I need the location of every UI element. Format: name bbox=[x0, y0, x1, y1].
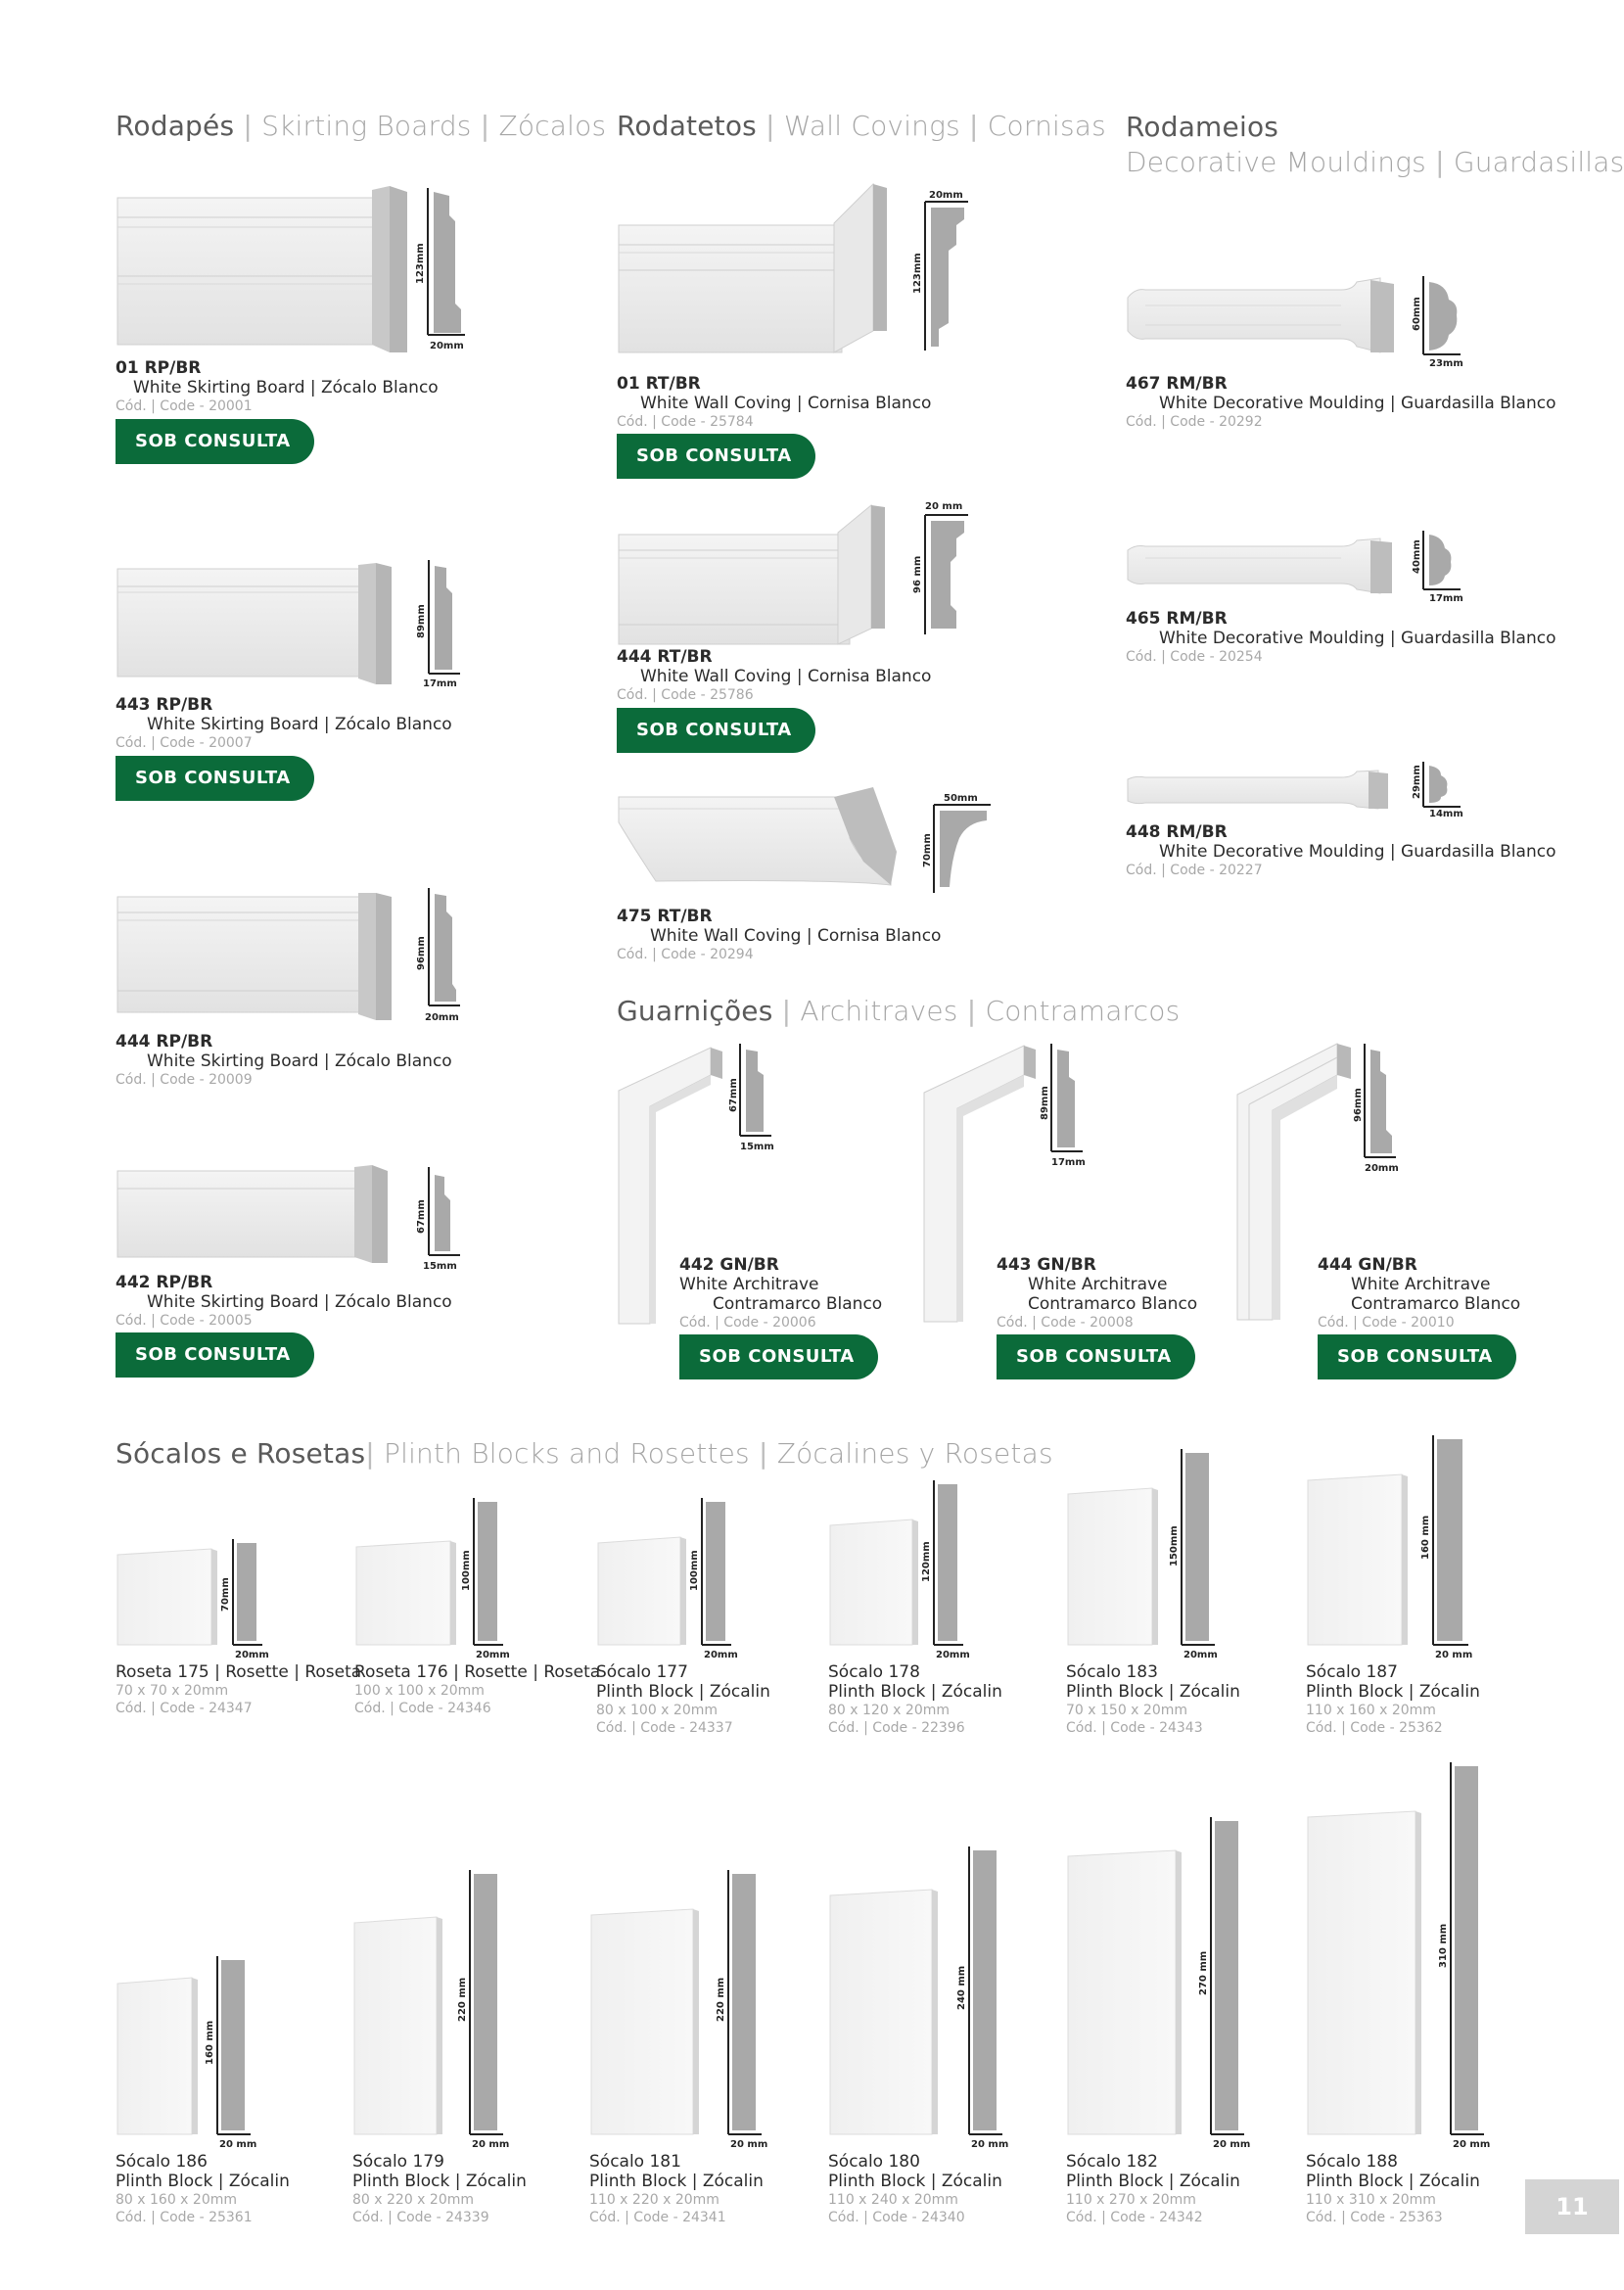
dim-width: 20 mm bbox=[219, 2139, 257, 2150]
dim-height: 310 mm bbox=[1438, 1923, 1449, 1968]
skirting-image-444rp bbox=[116, 893, 399, 1025]
plinth-block-face bbox=[1308, 1474, 1402, 1645]
plinth-block-face bbox=[117, 1549, 211, 1645]
plinth-dims: 70 x 150 x 20mm bbox=[1066, 1703, 1187, 1718]
product-code: 448 RM/BR bbox=[1126, 822, 1228, 842]
plinth-ref: Cód. | Code - 25362 bbox=[1306, 1720, 1443, 1736]
title-en: Wall Covings bbox=[783, 110, 960, 142]
product-desc: White Wall Coving | Cornisa Blanco bbox=[640, 394, 932, 413]
plinth-ref: Cód. | Code - 24341 bbox=[589, 2210, 726, 2225]
dim-height: 100mm bbox=[689, 1550, 700, 1591]
section-title-skirting: Rodapés | Skirting Boards | Zócalos bbox=[116, 110, 607, 142]
title-es: Zócalos bbox=[498, 110, 607, 142]
dim-height: 123mm bbox=[415, 243, 426, 284]
plinth-type: Plinth Block | Zócalin bbox=[596, 1682, 770, 1702]
plinth-block-side bbox=[932, 1890, 938, 2134]
product-ref: Cód. | Code - 20292 bbox=[1126, 414, 1263, 430]
title-en: Skirting Boards bbox=[261, 110, 472, 142]
product-desc-en: White Architrave bbox=[1028, 1275, 1168, 1294]
plinth-block-face bbox=[1308, 1811, 1415, 2134]
plinth-ref: Cód. | Code - 25361 bbox=[116, 2210, 253, 2225]
dim-width: 20mm bbox=[425, 1012, 459, 1023]
dim-width: 20 mm bbox=[1453, 2139, 1491, 2150]
sob-consulta-button[interactable]: SOB CONSULTA bbox=[1318, 1334, 1516, 1379]
section-title-coving: Rodatetos | Wall Covings | Cornisas bbox=[617, 110, 1106, 142]
plinth-type: Plinth Block | Zócalin bbox=[1306, 1682, 1480, 1702]
dim-width: 20 mm bbox=[1435, 1650, 1473, 1660]
dim-width: 50mm bbox=[944, 793, 978, 804]
product-ref: Cód. | Code - 20006 bbox=[679, 1315, 816, 1331]
product-ref: Cód. | Code - 20254 bbox=[1126, 649, 1263, 665]
dim-height: 150mm bbox=[1169, 1525, 1180, 1566]
plinth-block-side bbox=[680, 1537, 686, 1645]
product-code: 467 RM/BR bbox=[1126, 374, 1228, 394]
coving-image-475rt bbox=[617, 783, 901, 891]
product-code: 443 RP/BR bbox=[116, 695, 213, 715]
plinth-block-face bbox=[117, 1978, 192, 2134]
product-code: 444 GN/BR bbox=[1318, 1255, 1417, 1275]
plinth-drawing bbox=[116, 1463, 277, 1659]
dim-width: 15mm bbox=[740, 1142, 774, 1152]
product-desc: White Skirting Board | Zócalo Blanco bbox=[147, 1292, 452, 1312]
plinth-profile-section bbox=[706, 1502, 725, 1641]
sob-consulta-button[interactable]: SOB CONSULTA bbox=[679, 1334, 878, 1379]
title-en: Decorative Mouldings bbox=[1126, 146, 1426, 178]
plinth-name: Sócalo 183 bbox=[1066, 1662, 1158, 1682]
plinth-block-face bbox=[356, 1541, 450, 1645]
plinth-block-side bbox=[1402, 1474, 1408, 1645]
plinth-block-side bbox=[211, 1549, 217, 1645]
plinth-item bbox=[589, 1860, 766, 2226]
plinth-dims: 110 x 270 x 20mm bbox=[1066, 2192, 1196, 2208]
skirting-image-442rp bbox=[116, 1165, 399, 1268]
skirting-profile-01rp bbox=[416, 186, 485, 356]
plinth-dims: 80 x 160 x 20mm bbox=[116, 2192, 237, 2208]
product-ref: Cód. | Code - 20227 bbox=[1126, 863, 1263, 878]
sob-consulta-button[interactable]: SOB CONSULTA bbox=[997, 1334, 1195, 1379]
sob-consulta-button[interactable]: SOB CONSULTA bbox=[116, 1332, 314, 1378]
plinth-profile-section bbox=[973, 1850, 997, 2130]
plinth-drawing bbox=[352, 1860, 519, 2148]
product-desc: White Wall Coving | Cornisa Blanco bbox=[650, 926, 942, 946]
plinth-item bbox=[354, 1463, 600, 1717]
plinth-drawing bbox=[596, 1463, 758, 1659]
product-code: 442 RP/BR bbox=[116, 1273, 213, 1292]
plinth-drawing bbox=[828, 1463, 990, 1659]
dim-height: 29mm bbox=[1412, 765, 1422, 799]
title-en: Architraves bbox=[800, 995, 958, 1027]
plinth-block-side bbox=[693, 1909, 699, 2134]
coving-profile-475rt bbox=[920, 789, 998, 901]
plinth-ref: Cód. | Code - 24337 bbox=[596, 1720, 733, 1736]
title-es: Guardasillas bbox=[1453, 146, 1624, 178]
title-en: Plinth Blocks and Rosettes bbox=[384, 1437, 750, 1470]
plinth-item bbox=[828, 1841, 1009, 2226]
plinth-ref: Cód. | Code - 24342 bbox=[1066, 2210, 1203, 2225]
sob-consulta-button[interactable]: SOB CONSULTA bbox=[116, 419, 314, 464]
product-desc-en: White Architrave bbox=[1351, 1275, 1491, 1294]
plinth-ref: Cód. | Code - 25363 bbox=[1306, 2210, 1443, 2225]
product-code: 475 RT/BR bbox=[617, 907, 713, 926]
architrave-item-443gn bbox=[997, 1255, 1197, 1332]
plinth-item bbox=[352, 1860, 527, 2226]
plinth-name: Sócalo 180 bbox=[828, 2152, 920, 2172]
plinth-block-side bbox=[437, 1917, 442, 2134]
moulding-image-467rm bbox=[1126, 276, 1419, 354]
product-desc-es: Contramarco Blanco bbox=[713, 1294, 883, 1314]
product-ref: Cód. | Code - 20009 bbox=[116, 1072, 253, 1088]
plinth-type: Plinth Block | Zócalin bbox=[116, 2172, 290, 2191]
product-desc: White Skirting Board | Zócalo Blanco bbox=[133, 378, 439, 397]
plinth-type: Plinth Block | Zócalin bbox=[1066, 1682, 1240, 1702]
dim-width: 20 mm bbox=[472, 2139, 510, 2150]
plinth-dims: 80 x 120 x 20mm bbox=[828, 1703, 950, 1718]
plinth-profile-section bbox=[1215, 1821, 1238, 2130]
skirting-profile-443rp bbox=[409, 558, 468, 695]
plinth-drawing bbox=[116, 1919, 282, 2148]
plinth-block-side bbox=[192, 1978, 198, 2134]
plinth-profile-section bbox=[221, 1960, 245, 2130]
plinth-dims: 110 x 220 x 20mm bbox=[589, 2192, 719, 2208]
plinth-drawing bbox=[1066, 1439, 1242, 1659]
plinth-drawing bbox=[589, 1860, 766, 2148]
moulding-profile-465rm bbox=[1410, 529, 1478, 609]
dim-width: 20mm bbox=[929, 190, 963, 201]
coving-image-444rt bbox=[617, 501, 891, 648]
product-desc: White Decorative Moulding | Guardasilla Blanco bbox=[1159, 394, 1556, 413]
plinth-dims: 110 x 240 x 20mm bbox=[828, 2192, 958, 2208]
skirting-item-444rp bbox=[116, 1032, 452, 1089]
product-ref: Cód. | Code - 20294 bbox=[617, 947, 754, 962]
plinth-drawing bbox=[1306, 1439, 1482, 1659]
product-desc-es: Contramarco Blanco bbox=[1351, 1294, 1521, 1314]
plinth-name: Roseta 175 | Rosette | Roseta bbox=[116, 1662, 362, 1682]
dim-width: 20mm bbox=[1183, 1650, 1218, 1660]
plinth-ref: Cód. | Code - 22396 bbox=[828, 1720, 965, 1736]
plinth-profile-section bbox=[1455, 1766, 1478, 2130]
plinth-item bbox=[1306, 1753, 1491, 2226]
plinth-dims: 100 x 100 x 20mm bbox=[354, 1683, 485, 1699]
product-ref: Cód. | Code - 25786 bbox=[617, 687, 754, 703]
sob-consulta-button[interactable]: SOB CONSULTA bbox=[617, 434, 815, 479]
plinth-dims: 110 x 310 x 20mm bbox=[1306, 2192, 1436, 2208]
coving-profile-01rt bbox=[905, 186, 974, 361]
dim-height: 123mm bbox=[912, 253, 923, 294]
plinth-block-face bbox=[1068, 1488, 1152, 1645]
plinth-name: Sócalo 179 bbox=[352, 2152, 444, 2172]
dim-height: 240 mm bbox=[956, 1965, 967, 2010]
architrave-profile-442gn bbox=[726, 1042, 781, 1163]
title-main: Rodapés bbox=[116, 110, 235, 142]
dim-width: 14mm bbox=[1429, 809, 1463, 819]
coving-item-475rt bbox=[617, 907, 941, 963]
product-code: 444 RT/BR bbox=[617, 647, 713, 667]
dim-height: 96mm bbox=[1353, 1088, 1364, 1122]
plinth-name: Sócalo 177 bbox=[596, 1662, 688, 1682]
skirting-item-442rp bbox=[116, 1273, 452, 1330]
dim-width: 20mm bbox=[430, 341, 464, 351]
plinth-profile-section bbox=[237, 1543, 256, 1641]
product-code: 01 RP/BR bbox=[116, 358, 202, 378]
moulding-item-467rm bbox=[1126, 374, 1555, 431]
plinth-block-face bbox=[591, 1909, 693, 2134]
dim-width: 20mm bbox=[704, 1650, 738, 1660]
moulding-profile-467rm bbox=[1410, 274, 1478, 370]
dim-height: 100mm bbox=[461, 1550, 472, 1591]
plinth-name: Sócalo 186 bbox=[116, 2152, 208, 2172]
moulding-item-465rm bbox=[1126, 609, 1555, 666]
dim-height: 96 mm bbox=[912, 555, 923, 593]
plinth-item bbox=[828, 1463, 1002, 1737]
plinth-ref: Cód. | Code - 24346 bbox=[354, 1701, 491, 1716]
plinth-item bbox=[1066, 1439, 1242, 1737]
dim-height: 67mm bbox=[416, 1199, 427, 1234]
product-desc-es: Contramarco Blanco bbox=[1028, 1294, 1198, 1314]
sob-consulta-button[interactable]: SOB CONSULTA bbox=[116, 756, 314, 801]
product-desc: White Decorative Moulding | Guardasilla Blanco bbox=[1159, 842, 1556, 862]
plinth-type: Plinth Block | Zócalin bbox=[1066, 2172, 1240, 2191]
product-ref: Cód. | Code - 20005 bbox=[116, 1313, 253, 1329]
plinth-profile-section bbox=[1185, 1453, 1209, 1641]
skirting-image-01rp bbox=[116, 186, 409, 357]
plinth-dims: 80 x 100 x 20mm bbox=[596, 1703, 718, 1718]
dim-width: 20 mm bbox=[971, 2139, 1009, 2150]
dim-width: 20mm bbox=[476, 1650, 510, 1660]
product-code: 444 RP/BR bbox=[116, 1032, 213, 1052]
plinth-profile-section bbox=[1437, 1439, 1462, 1641]
product-ref: Cód. | Code - 25784 bbox=[617, 414, 754, 430]
section-title-mouldings: Rodameios Decorative Mouldings | Guardasillas bbox=[1126, 111, 1624, 178]
section-title-plinth: Sócalos e Rosetas| Plinth Blocks and Rosettes | Zócalines y Rosetas bbox=[116, 1437, 1053, 1470]
coving-profile-444rt bbox=[905, 497, 974, 643]
architrave-profile-444gn bbox=[1351, 1042, 1406, 1183]
plinth-name: Roseta 176 | Rosette | Roseta bbox=[354, 1662, 601, 1682]
dim-height: 160 mm bbox=[1420, 1515, 1431, 1560]
title-main: Guarnições bbox=[617, 995, 773, 1027]
plinth-block-side bbox=[450, 1541, 456, 1645]
dim-height: 89mm bbox=[416, 604, 427, 638]
plinth-name: Sócalo 187 bbox=[1306, 1662, 1398, 1682]
plinth-block-face bbox=[830, 1519, 912, 1645]
plinth-block-face bbox=[830, 1890, 932, 2134]
coving-item-01rt bbox=[617, 374, 931, 431]
skirting-profile-442rp bbox=[409, 1165, 468, 1279]
plinth-block-face bbox=[598, 1537, 680, 1645]
skirting-profile-444rp bbox=[409, 886, 468, 1029]
plinth-drawing bbox=[1306, 1753, 1491, 2150]
title-main: Rodatetos bbox=[617, 110, 757, 142]
dim-height: 89mm bbox=[1040, 1086, 1050, 1120]
plinth-ref: Cód. | Code - 24340 bbox=[828, 2210, 965, 2225]
section-title-architraves: Guarnições | Architraves | Contramarcos bbox=[617, 995, 1181, 1027]
plinth-profile-section bbox=[938, 1484, 957, 1641]
plinth-drawing bbox=[354, 1463, 521, 1659]
plinth-name: Sócalo 178 bbox=[828, 1662, 920, 1682]
product-desc: White Skirting Board | Zócalo Blanco bbox=[147, 715, 452, 734]
dim-width: 20mm bbox=[235, 1650, 269, 1660]
plinth-type: Plinth Block | Zócalin bbox=[1306, 2172, 1480, 2191]
product-desc: White Skirting Board | Zócalo Blanco bbox=[147, 1052, 452, 1071]
dim-height: 270 mm bbox=[1198, 1950, 1209, 1995]
moulding-item-448rm bbox=[1126, 822, 1555, 879]
dim-width: 23mm bbox=[1429, 358, 1463, 369]
dim-height: 70mm bbox=[220, 1577, 231, 1612]
plinth-drawing bbox=[1066, 1801, 1251, 2150]
product-code: 442 GN/BR bbox=[679, 1255, 779, 1275]
architrave-item-444gn bbox=[1318, 1255, 1520, 1332]
plinth-type: Plinth Block | Zócalin bbox=[589, 2172, 764, 2191]
dim-height: 40mm bbox=[1412, 539, 1422, 574]
skirting-item-01rp bbox=[116, 358, 439, 415]
dim-width: 20 mm bbox=[730, 2139, 768, 2150]
dim-height: 220 mm bbox=[457, 1977, 468, 2022]
dim-width: 17mm bbox=[1429, 593, 1463, 604]
product-desc-en: White Architrave bbox=[679, 1275, 819, 1294]
plinth-ref: Cód. | Code - 24339 bbox=[352, 2210, 489, 2225]
architrave-item-442gn bbox=[679, 1255, 882, 1332]
product-ref: Cód. | Code - 20010 bbox=[1318, 1315, 1455, 1331]
skirting-image-443rp bbox=[116, 563, 399, 690]
plinth-block-side bbox=[912, 1519, 918, 1645]
dim-width: 20mm bbox=[1365, 1163, 1399, 1174]
plinth-profile-section bbox=[478, 1502, 497, 1641]
plinth-dims: 110 x 160 x 20mm bbox=[1306, 1703, 1436, 1718]
plinth-type: Plinth Block | Zócalin bbox=[352, 2172, 527, 2191]
plinth-block-face bbox=[1068, 1850, 1176, 2134]
dim-height: 220 mm bbox=[716, 1977, 726, 2022]
plinth-dims: 70 x 70 x 20mm bbox=[116, 1683, 229, 1699]
product-code: 465 RM/BR bbox=[1126, 609, 1228, 629]
skirting-item-443rp bbox=[116, 695, 452, 752]
plinth-type: Plinth Block | Zócalin bbox=[828, 1682, 1002, 1702]
plinth-item bbox=[116, 1919, 290, 2226]
dim-height: 60mm bbox=[1412, 297, 1422, 331]
plinth-ref: Cód. | Code - 24347 bbox=[116, 1701, 253, 1716]
title-es: Cornisas bbox=[987, 110, 1106, 142]
dim-width: 20 mm bbox=[925, 501, 963, 512]
plinth-item bbox=[1306, 1439, 1482, 1737]
plinth-item bbox=[116, 1463, 361, 1717]
coving-item-444rt bbox=[617, 647, 931, 704]
dim-width: 15mm bbox=[423, 1261, 457, 1272]
plinth-item bbox=[596, 1463, 770, 1737]
product-code: 443 GN/BR bbox=[997, 1255, 1096, 1275]
title-es: Zócalines y Rosetas bbox=[776, 1437, 1053, 1470]
plinth-block-side bbox=[1152, 1488, 1158, 1645]
plinth-dims: 80 x 220 x 20mm bbox=[352, 2192, 474, 2208]
plinth-profile-section bbox=[732, 1874, 756, 2130]
product-desc: White Decorative Moulding | Guardasilla Blanco bbox=[1159, 629, 1556, 648]
plinth-drawing bbox=[828, 1841, 1009, 2150]
dim-width: 20mm bbox=[936, 1650, 970, 1660]
dim-height: 120mm bbox=[921, 1541, 932, 1582]
dim-height: 96mm bbox=[416, 936, 427, 970]
dim-width: 20 mm bbox=[1213, 2139, 1251, 2150]
plinth-item bbox=[1066, 1801, 1251, 2226]
moulding-image-448rm bbox=[1126, 770, 1419, 811]
plinth-type: Plinth Block | Zócalin bbox=[828, 2172, 1002, 2191]
dim-height: 160 mm bbox=[205, 2020, 215, 2065]
coving-image-01rt bbox=[617, 184, 891, 360]
dim-height: 67mm bbox=[728, 1078, 739, 1112]
title-main: Sócalos e Rosetas bbox=[116, 1437, 366, 1470]
dim-width: 17mm bbox=[423, 678, 457, 689]
plinth-block-side bbox=[1415, 1811, 1421, 2134]
title-es: Contramarcos bbox=[985, 995, 1181, 1027]
plinth-name: Sócalo 182 bbox=[1066, 2152, 1158, 2172]
product-desc: White Wall Coving | Cornisa Blanco bbox=[640, 667, 932, 686]
plinth-name: Sócalo 181 bbox=[589, 2152, 681, 2172]
architrave-profile-443gn bbox=[1038, 1042, 1092, 1177]
plinth-ref: Cód. | Code - 24343 bbox=[1066, 1720, 1203, 1736]
plinth-block-side bbox=[1176, 1850, 1182, 2134]
product-ref: Cód. | Code - 20008 bbox=[997, 1315, 1134, 1331]
product-code: 01 RT/BR bbox=[617, 374, 701, 394]
moulding-image-465rm bbox=[1126, 537, 1419, 595]
plinth-profile-section bbox=[474, 1874, 497, 2130]
moulding-profile-448rm bbox=[1410, 760, 1478, 822]
product-ref: Cód. | Code - 20007 bbox=[116, 735, 253, 751]
product-ref: Cód. | Code - 20001 bbox=[116, 398, 253, 414]
plinth-block-face bbox=[354, 1917, 437, 2134]
plinth-name: Sócalo 188 bbox=[1306, 2152, 1398, 2172]
dim-height: 70mm bbox=[922, 833, 933, 867]
title-main: Rodameios bbox=[1126, 111, 1279, 143]
page-number: 11 bbox=[1525, 2179, 1619, 2234]
dim-width: 17mm bbox=[1051, 1157, 1086, 1168]
sob-consulta-button[interactable]: SOB CONSULTA bbox=[617, 708, 815, 753]
